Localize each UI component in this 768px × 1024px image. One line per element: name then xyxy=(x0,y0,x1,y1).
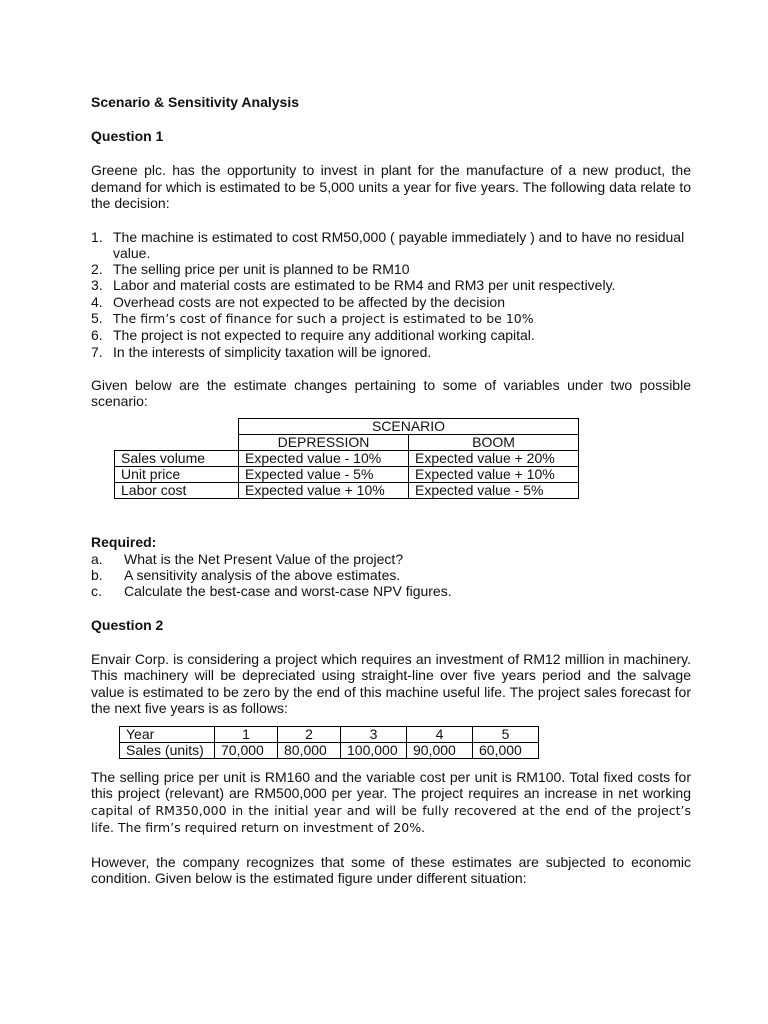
list-item-number: 1. xyxy=(91,228,103,245)
list-item xyxy=(91,344,691,360)
cost-paragraph-text: The selling price per unit is RM160 and the variable cost per unit is RM100. Total fixed costs for this project (relevant) are RM500,000 per year. The project requires an increase in net working xyxy=(91,768,691,802)
list-item-text: The selling price per unit is planned to be RM10 xyxy=(113,261,410,278)
list-item-number: 2. xyxy=(91,261,103,278)
boom-cell: Expected value - 5% xyxy=(409,482,579,498)
list-item xyxy=(91,294,691,310)
year-cell: 3 xyxy=(341,726,407,742)
list-item-letter: c. xyxy=(91,583,102,600)
question-1-heading: Question 1 xyxy=(91,128,164,144)
row-label: Labor cost xyxy=(115,482,239,498)
table-corner-cell xyxy=(115,434,239,450)
list-item-text: Labor and material costs are estimated to be RM4 and RM3 per unit respectively. xyxy=(113,277,616,294)
year-cell: 1 xyxy=(215,726,278,742)
list-item-text: The firm’s cost of finance for such a project is estimated to be 10% xyxy=(113,310,534,326)
row-label: Sales (units) xyxy=(120,742,215,758)
decision-data-list xyxy=(91,229,691,360)
boom-column-header: BOOM xyxy=(409,434,579,450)
list-item-number: 6. xyxy=(91,327,103,344)
list-item-number: 4. xyxy=(91,293,103,310)
table-row xyxy=(115,466,579,482)
question-1-intro: Greene plc. has the opportunity to invest in plant for the manufacture of a new product, the demand for which is estimated to be 5,000 units a year for five years. The following data relate to the decision: xyxy=(91,162,691,211)
list-item xyxy=(91,277,691,293)
list-item-number: 5. xyxy=(91,309,103,326)
required-heading: Required: xyxy=(91,533,157,550)
list-item-text: A sensitivity analysis of the above estimates. xyxy=(124,567,401,584)
sales-cell: 100,000 xyxy=(341,742,407,758)
depression-cell: Expected value - 10% xyxy=(239,450,409,466)
list-item-letter: b. xyxy=(91,567,103,584)
year-cell: 4 xyxy=(407,726,473,742)
depression-cell: Expected value - 5% xyxy=(239,466,409,482)
list-item-number: 3. xyxy=(91,277,103,294)
sales-cell: 90,000 xyxy=(407,742,473,758)
list-item xyxy=(91,310,691,327)
table-corner-cell xyxy=(115,418,239,434)
depression-column-header: DEPRESSION xyxy=(239,434,409,450)
year-cell: 5 xyxy=(473,726,539,742)
row-label: Year xyxy=(120,726,215,742)
question-2-cost-paragraph xyxy=(91,769,691,837)
required-list xyxy=(91,551,691,600)
question-2-closing-paragraph: However, the company recognizes that some of these estimates are subjected to economic condition. Given below is the estimated figure under different situation: xyxy=(91,853,691,887)
list-item xyxy=(91,583,691,599)
table-row xyxy=(115,450,579,466)
list-item xyxy=(91,261,691,277)
list-item xyxy=(91,551,691,567)
boom-cell: Expected value + 20% xyxy=(409,450,579,466)
scenario-group-header: SCENARIO xyxy=(239,418,579,434)
list-item-text: What is the Net Present Value of the project? xyxy=(124,550,404,567)
boom-cell: Expected value + 10% xyxy=(409,466,579,482)
list-item-text: Calculate the best-case and worst-case NPV figures. xyxy=(124,583,452,600)
document-page xyxy=(91,94,691,887)
table-row xyxy=(115,482,579,498)
list-item-text: Overhead costs are not expected to be affected by the decision xyxy=(113,293,505,310)
table-header-row xyxy=(115,434,579,450)
sales-cell: 80,000 xyxy=(278,742,341,758)
scenario-table-intro: Given below are the estimate changes pertaining to some of variables under two possible scenario: xyxy=(91,376,691,410)
table-row xyxy=(120,726,539,742)
row-label: Sales volume xyxy=(115,450,239,466)
list-item-number: 7. xyxy=(91,343,103,360)
list-item-text: The machine is estimated to cost RM50,000 ( payable immediately ) and to have no residual value. xyxy=(113,228,685,261)
year-cell: 2 xyxy=(278,726,341,742)
table-row xyxy=(120,742,539,758)
sales-forecast-table xyxy=(119,726,539,759)
depression-cell: Expected value + 10% xyxy=(239,482,409,498)
list-item xyxy=(91,327,691,343)
cost-paragraph-text-continued: capital of RM350,000 in the initial year and will be fully recovered at the end of the project’s life. The firm’s required return on investment of 20%. xyxy=(91,802,691,836)
scenario-table xyxy=(114,418,579,499)
row-label: Unit price xyxy=(115,466,239,482)
list-item-text: The project is not expected to require any additional working capital. xyxy=(113,327,535,344)
table-header-row xyxy=(115,418,579,434)
list-item-letter: a. xyxy=(91,550,103,567)
question-2-intro: Envair Corp. is considering a project which requires an investment of RM12 million in machinery. This machinery will be depreciated using straight-line over five years period and the salvage value is estimated to be zero by the end of this machine useful life. The project sales forecast for the next five years is as follows: xyxy=(91,650,691,717)
list-item xyxy=(91,567,691,583)
question-2-heading: Question 2 xyxy=(91,616,164,633)
sales-cell: 70,000 xyxy=(215,742,278,758)
list-item xyxy=(91,229,691,262)
list-item-text: In the interests of simplicity taxation will be ignored. xyxy=(113,343,432,360)
document-title: Scenario & Sensitivity Analysis xyxy=(91,94,300,110)
sales-cell: 60,000 xyxy=(473,742,539,758)
